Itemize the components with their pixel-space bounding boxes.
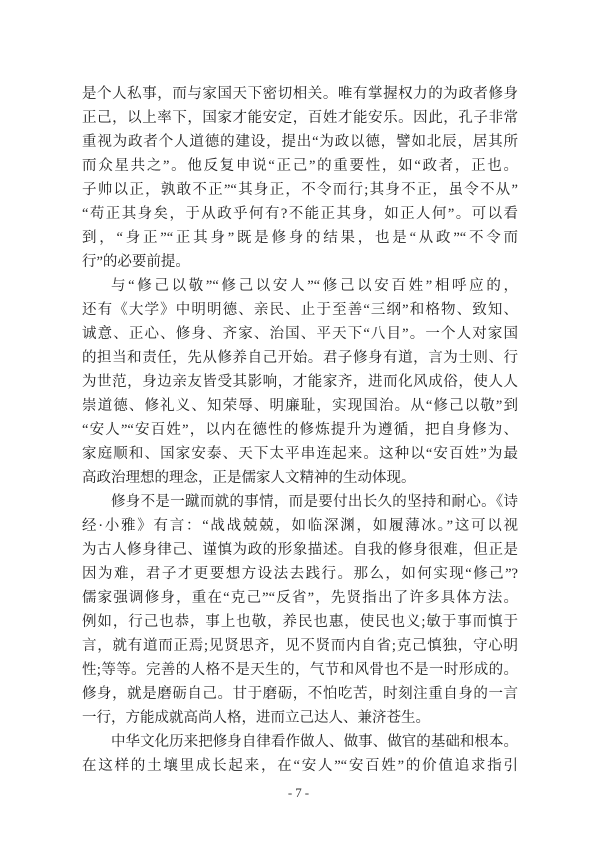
text-line: 还有《大学》中明明德、亲民、止于至善“三纲”和格物、致知、	[82, 302, 518, 318]
text-line: 中华文化历来把修身自律看作做人、做事、做官的基础和根本。	[111, 734, 518, 750]
text-line: 因为难，君子才更要想方设法去践行。那么，如何实现“修己”?	[82, 566, 518, 582]
text-line: 为世范，身边亲友皆受其影响，才能家齐，进而化风成俗，使人人	[82, 374, 518, 390]
text-line: 的担当和责任，先从修养自己开始。君子修身有道，言为士则、行	[82, 350, 518, 366]
text-line: “苟正其身矣，于从政乎何有?不能正其身，如正人何”。可以看	[82, 206, 518, 222]
text-line: 重视为政者个人道德的建设，提出“为政以德，譬如北辰，居其所	[82, 134, 518, 150]
page-number: -7-	[287, 785, 313, 800]
text-line: 高政治理想的理念，正是儒家人文精神的生动体现。	[82, 470, 416, 486]
text-line: 一行，方能成就高尚人格，进而立己达人、兼济苍生。	[82, 710, 430, 726]
text-line: 诚意、正心、修身、齐家、治国、平天下“八目”。一个人对家国	[82, 326, 518, 342]
text-line: 儒家强调修身，重在“克己”“反省”，先贤指出了许多具体方法。	[82, 590, 518, 606]
text-line: “安人”“安百姓”，以内在德性的修炼提升为遵循，把自身修为、	[82, 422, 518, 438]
text-line: 是个人私事，而与家国天下密切相关。唯有掌握权力的为政者修身	[82, 86, 518, 102]
text-line: 修身不是一蹴而就的事情，而是要付出长久的坚持和耐心。《诗	[111, 494, 518, 510]
text-line: 言，就有道而正焉;见贤思齐，见不贤而内自省;克己慎独，守心明	[82, 638, 518, 654]
text-line: 行”的必要前提。	[82, 254, 190, 270]
text-line: 子帅以正，孰敢不正”“其身正，不令而行;其身不正，虽令不从”	[82, 182, 518, 198]
text-line: 到，“身正”“正其身”既是修身的结果，也是“从政”“不令而	[82, 230, 518, 246]
text-line: 与“修己以敬”“修己以安人”“修己以安百姓”相呼应的，	[111, 278, 518, 294]
text-line: 修身，就是磨砺自己。甘于磨砺，不怕吃苦，时刻注重自身的一言	[82, 686, 518, 702]
text-line: 而众星共之”。他反复申说“正己”的重要性，如“政者，正也。	[82, 158, 518, 174]
text-line: 崇道德、修礼义、知荣辱、明廉耻，实现国治。从“修己以敬”到	[82, 398, 518, 414]
text-line: 正己，以上率下，国家才能安定，百姓才能安乐。因此，孔子非常	[82, 110, 518, 126]
page-text-block	[82, 82, 518, 778]
text-line: 性;等等。完善的人格不是天生的，气节和风骨也不是一时形成的。	[82, 662, 518, 678]
text-line: 在这样的土壤里成长起来，在“安人”“安百姓”的价值追求指引	[82, 758, 518, 774]
text-line: 家庭顺和、国家安泰、天下太平串连起来。这种以“安百姓”为最	[82, 446, 518, 462]
text-line: 为古人修身律己、谨慎为政的形象描述。自我的修身很难，但正是	[82, 542, 518, 558]
text-line: 经·小雅》有言：“战战兢兢，如临深渊，如履薄冰。”这可以视	[82, 518, 518, 534]
text-line: 例如，行己也恭，事上也敬，养民也惠，使民也义;敏于事而慎于	[82, 614, 518, 630]
